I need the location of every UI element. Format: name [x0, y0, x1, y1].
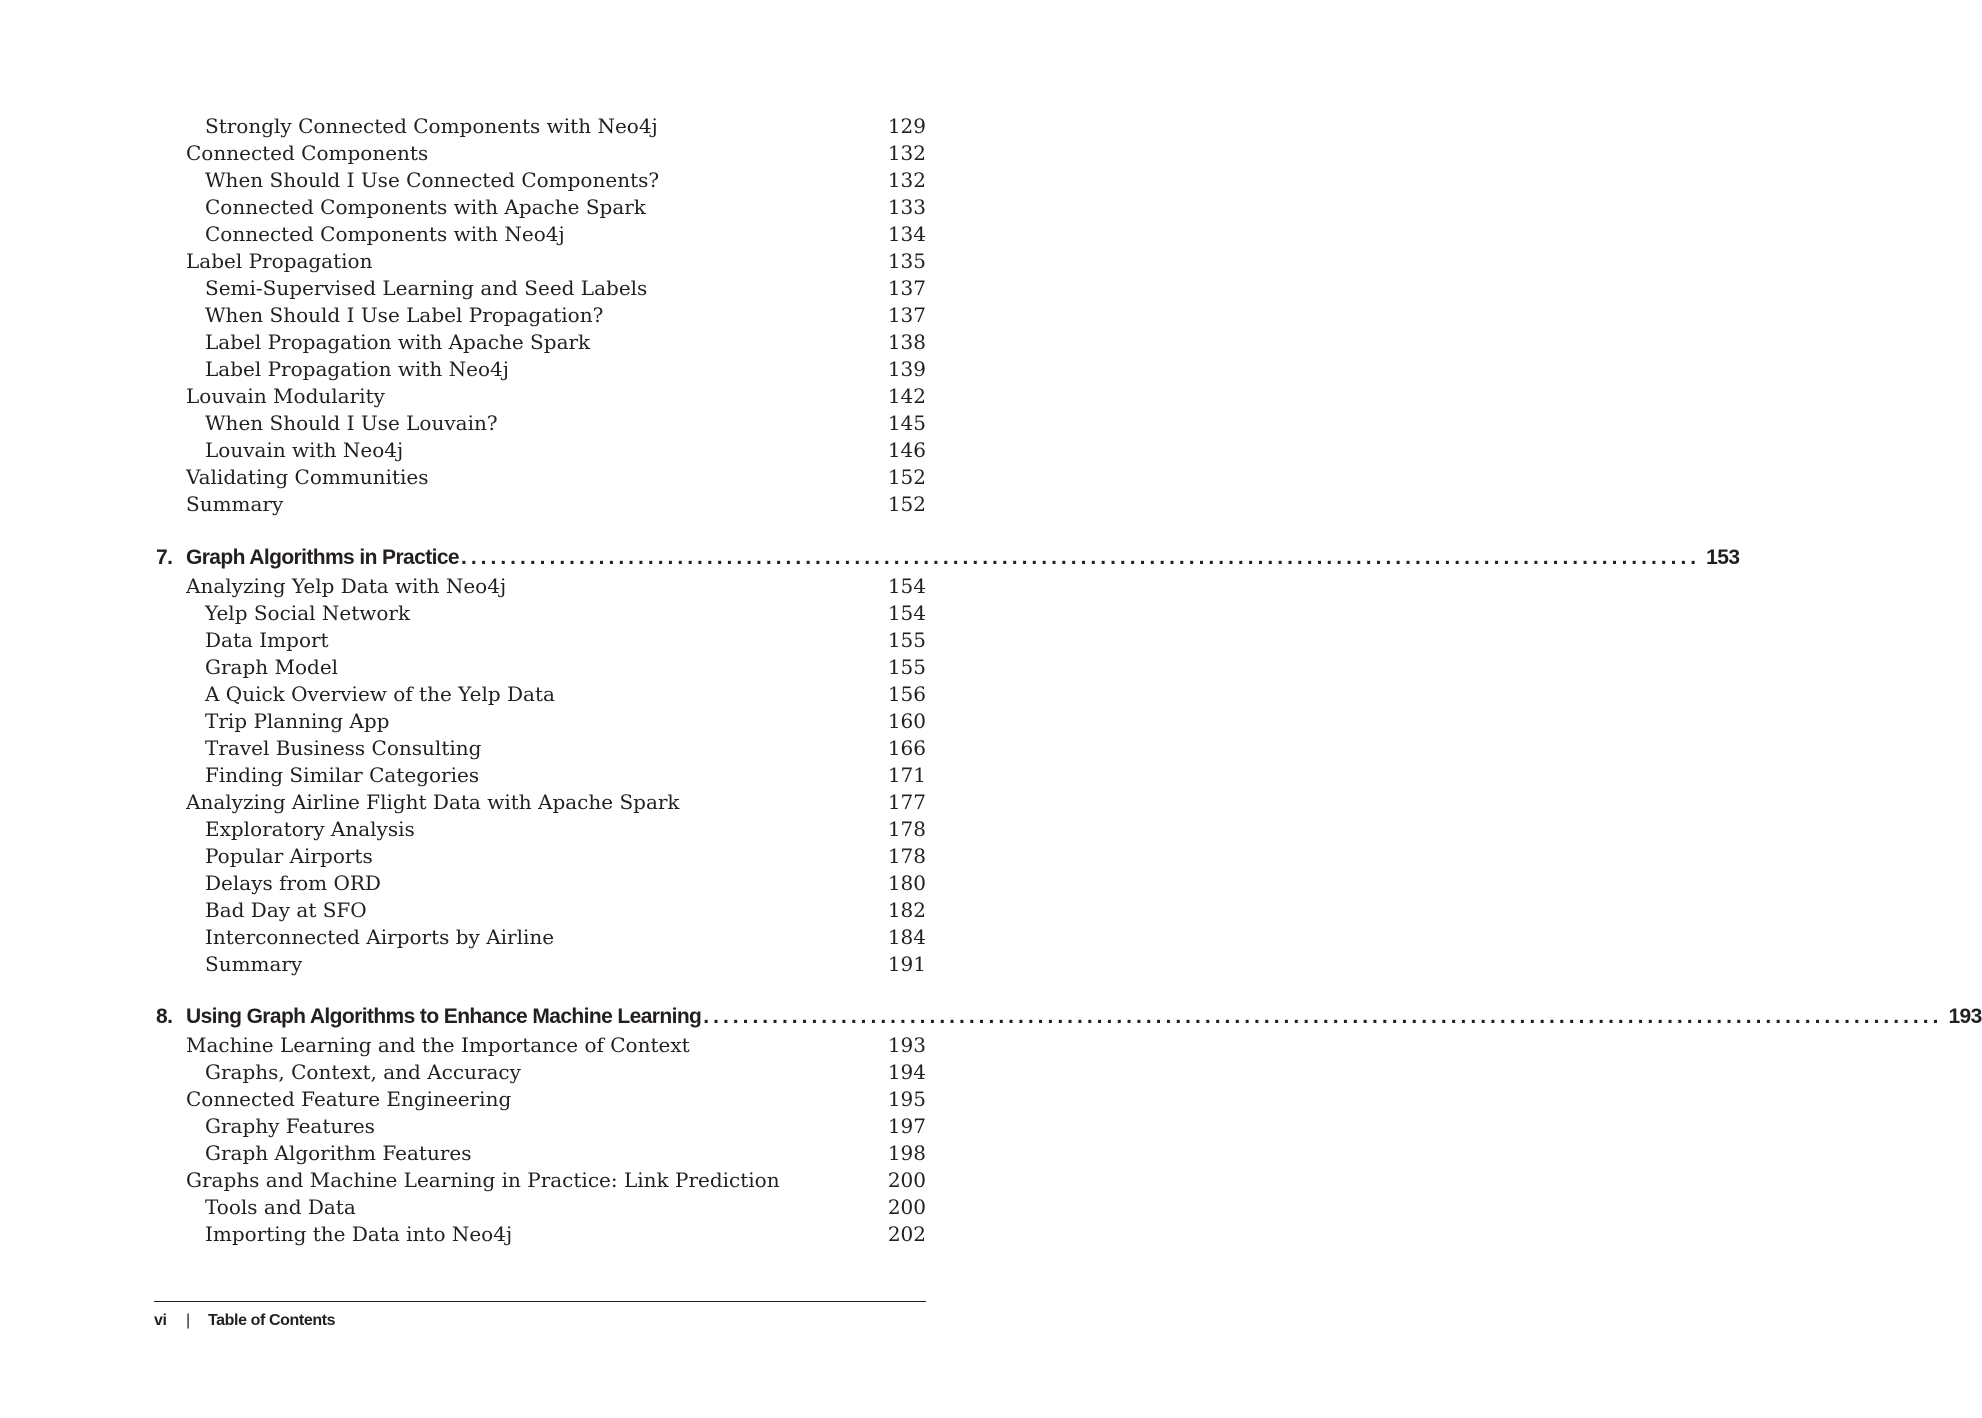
toc-entry[interactable]: [0, 762, 1080, 789]
toc-entry-page: 142: [887, 384, 926, 408]
toc-entry-title: Connected Components: [186, 141, 429, 165]
toc-entry-page: 194: [887, 1060, 926, 1084]
toc-entry-page: 177: [887, 790, 926, 814]
toc-entry-title: Yelp Social Network: [205, 601, 411, 625]
toc-entry[interactable]: [0, 870, 1080, 897]
toc-entry[interactable]: [0, 248, 1080, 275]
toc-entry[interactable]: [0, 924, 1080, 951]
toc-entry[interactable]: [0, 681, 1080, 708]
chapter-heading-8[interactable]: [0, 1002, 1982, 1032]
toc-entry-title: Popular Airports: [205, 844, 373, 868]
toc-entry[interactable]: [0, 1086, 1080, 1113]
toc-entry-title: Strongly Connected Components with Neo4j: [205, 114, 658, 138]
footer-rule: [154, 1301, 926, 1302]
toc-entry-page: 200: [887, 1168, 926, 1192]
toc-entry-title: Trip Planning App: [205, 709, 390, 733]
toc-entry-title: Summary: [205, 952, 303, 976]
toc-entry-title: Analyzing Yelp Data with Neo4j: [186, 574, 507, 598]
toc-entry[interactable]: [0, 600, 1080, 627]
toc-entry[interactable]: [0, 789, 1080, 816]
chapter-heading-7[interactable]: [0, 543, 1740, 573]
toc-entry[interactable]: [0, 221, 1080, 248]
toc-entry[interactable]: [0, 1167, 1080, 1194]
toc-entry-title: Semi-Supervised Learning and Seed Labels: [205, 276, 648, 300]
toc-entry-title: Label Propagation: [186, 249, 373, 273]
toc-entry-page: 184: [887, 925, 926, 949]
toc-entry[interactable]: [0, 1032, 1080, 1059]
toc-entry-title: Connected Components with Apache Spark: [205, 195, 646, 219]
chapter-number: 8.: [156, 1005, 173, 1028]
toc-entry[interactable]: [0, 708, 1080, 735]
toc-entry-page: 180: [887, 871, 926, 895]
toc-entry-title: Connected Feature Engineering: [186, 1087, 512, 1111]
dot-leader: ..............................................................................................................................: [461, 546, 1701, 569]
toc-entry-title: Graphs and Machine Learning in Practice: Link Prediction: [186, 1168, 780, 1192]
toc-entry-title: Finding Similar Categories: [205, 763, 480, 787]
toc-entry[interactable]: [0, 843, 1080, 870]
toc-entry[interactable]: [0, 437, 1080, 464]
toc-entry-page: 193: [887, 1033, 926, 1057]
toc-entry-page: 134: [887, 222, 926, 246]
toc-entry-page: 146: [887, 438, 926, 462]
toc-entry[interactable]: [0, 1221, 1080, 1248]
toc-entry-page: 202: [887, 1222, 926, 1246]
toc-entry-title: Tools and Data: [205, 1195, 356, 1219]
toc-entry-title: Interconnected Airports by Airline: [205, 925, 555, 949]
toc-entry-title: Data Import: [205, 628, 329, 652]
toc-entry[interactable]: [0, 897, 1080, 924]
toc-entry[interactable]: [0, 167, 1080, 194]
footer-separator: |: [186, 1312, 190, 1329]
chapter-leader-row: [186, 543, 1740, 573]
toc-entry[interactable]: [0, 573, 1080, 600]
toc-entry-title: When Should I Use Louvain?: [205, 411, 498, 435]
toc-entry[interactable]: [0, 194, 1080, 221]
toc-entry-title: Travel Business Consulting: [205, 736, 482, 760]
toc-entry-title: When Should I Use Connected Components?: [205, 168, 660, 192]
toc-entry-page: 152: [887, 492, 926, 516]
toc-entry-title: When Should I Use Label Propagation?: [205, 303, 604, 327]
toc-entry-page: 155: [887, 655, 926, 679]
chapter-number: 7.: [156, 546, 173, 569]
toc-entry-title: A Quick Overview of the Yelp Data: [205, 682, 555, 706]
toc-entry-page: 178: [887, 844, 926, 868]
toc-entry[interactable]: [0, 275, 1080, 302]
toc-entry-title: Louvain with Neo4j: [205, 438, 404, 462]
toc-entry[interactable]: [0, 951, 1080, 978]
toc-entry[interactable]: [0, 113, 1080, 140]
toc-entry-page: 200: [887, 1195, 926, 1219]
toc-entry-page: 178: [887, 817, 926, 841]
chapter-title: Graph Algorithms in Practice: [186, 546, 459, 569]
toc-entry-title: Importing the Data into Neo4j: [205, 1222, 513, 1246]
toc-entry-page: 132: [887, 168, 926, 192]
toc-entry-page: 166: [887, 736, 926, 760]
toc-entry-title: Label Propagation with Neo4j: [205, 357, 509, 381]
chapter-leader-row: [186, 1002, 1982, 1032]
toc-entry-title: Louvain Modularity: [186, 384, 385, 408]
toc-entry-title: Delays from ORD: [205, 871, 381, 895]
toc-entry-page: 138: [887, 330, 926, 354]
toc-entry-page: 191: [887, 952, 926, 976]
toc-entry-title: Exploratory Analysis: [205, 817, 415, 841]
toc-entry-title: Graphy Features: [205, 1114, 375, 1138]
toc-entry-page: 198: [887, 1141, 926, 1165]
toc-entry-title: Bad Day at SFO: [205, 898, 367, 922]
toc-entry[interactable]: [0, 410, 1080, 437]
toc-entry-page: 132: [887, 141, 926, 165]
toc-entry-page: 137: [887, 276, 926, 300]
running-title: Table of Contents: [208, 1312, 336, 1329]
toc-entry[interactable]: [0, 1059, 1080, 1086]
toc-entry[interactable]: [0, 464, 1080, 491]
toc-entry-page: 160: [887, 709, 926, 733]
toc-entry-title: Analyzing Airline Flight Data with Apache Spark: [186, 790, 680, 814]
toc-entry-page: 156: [887, 682, 926, 706]
toc-entry-title: Summary: [186, 492, 284, 516]
chapter-page: 153: [1706, 546, 1740, 569]
toc-entry-page: 152: [887, 465, 926, 489]
toc-entry-page: 133: [887, 195, 926, 219]
toc-entry-page: 139: [887, 357, 926, 381]
toc-entry[interactable]: [0, 1194, 1080, 1221]
toc-entry[interactable]: [0, 356, 1080, 383]
toc-entry-page: 129: [887, 114, 926, 138]
chapter-title: Using Graph Algorithms to Enhance Machine Learning: [186, 1005, 702, 1028]
toc-entry[interactable]: [0, 816, 1080, 843]
toc-entry-title: Graph Model: [205, 655, 339, 679]
toc-entry-page: 197: [887, 1114, 926, 1138]
toc-entry[interactable]: [0, 1113, 1080, 1140]
toc-entry[interactable]: [0, 491, 1080, 518]
toc-entry-page: 171: [887, 763, 926, 787]
toc-entry-title: Validating Communities: [186, 465, 429, 489]
toc-entry-title: Machine Learning and the Importance of Context: [186, 1033, 690, 1057]
toc-entry-title: Connected Components with Neo4j: [205, 222, 565, 246]
toc-entry[interactable]: [0, 654, 1080, 681]
page-folio: vi: [154, 1312, 167, 1329]
chapter-page: 193: [1948, 1005, 1982, 1028]
toc-entry-page: 155: [887, 628, 926, 652]
toc-entry-page: 182: [887, 898, 926, 922]
toc-entry-title: Graphs, Context, and Accuracy: [205, 1060, 521, 1084]
toc-entry-page: 154: [887, 574, 926, 598]
dot-leader: ..............................................................................................................................: [703, 1005, 1943, 1028]
toc-entry[interactable]: [0, 302, 1080, 329]
toc-entry-title: Graph Algorithm Features: [205, 1141, 472, 1165]
toc-entry[interactable]: [0, 383, 1080, 410]
toc-entry[interactable]: [0, 140, 1080, 167]
toc-entry-title: Label Propagation with Apache Spark: [205, 330, 591, 354]
toc-entry-page: 154: [887, 601, 926, 625]
toc-entry[interactable]: [0, 329, 1080, 356]
toc-entry-page: 145: [887, 411, 926, 435]
toc-entry-page: 135: [887, 249, 926, 273]
toc-entry-page: 137: [887, 303, 926, 327]
toc-entry[interactable]: [0, 735, 1080, 762]
toc-entry[interactable]: [0, 627, 1080, 654]
toc-entry[interactable]: [0, 1140, 1080, 1167]
toc-entry-page: 195: [887, 1087, 926, 1111]
